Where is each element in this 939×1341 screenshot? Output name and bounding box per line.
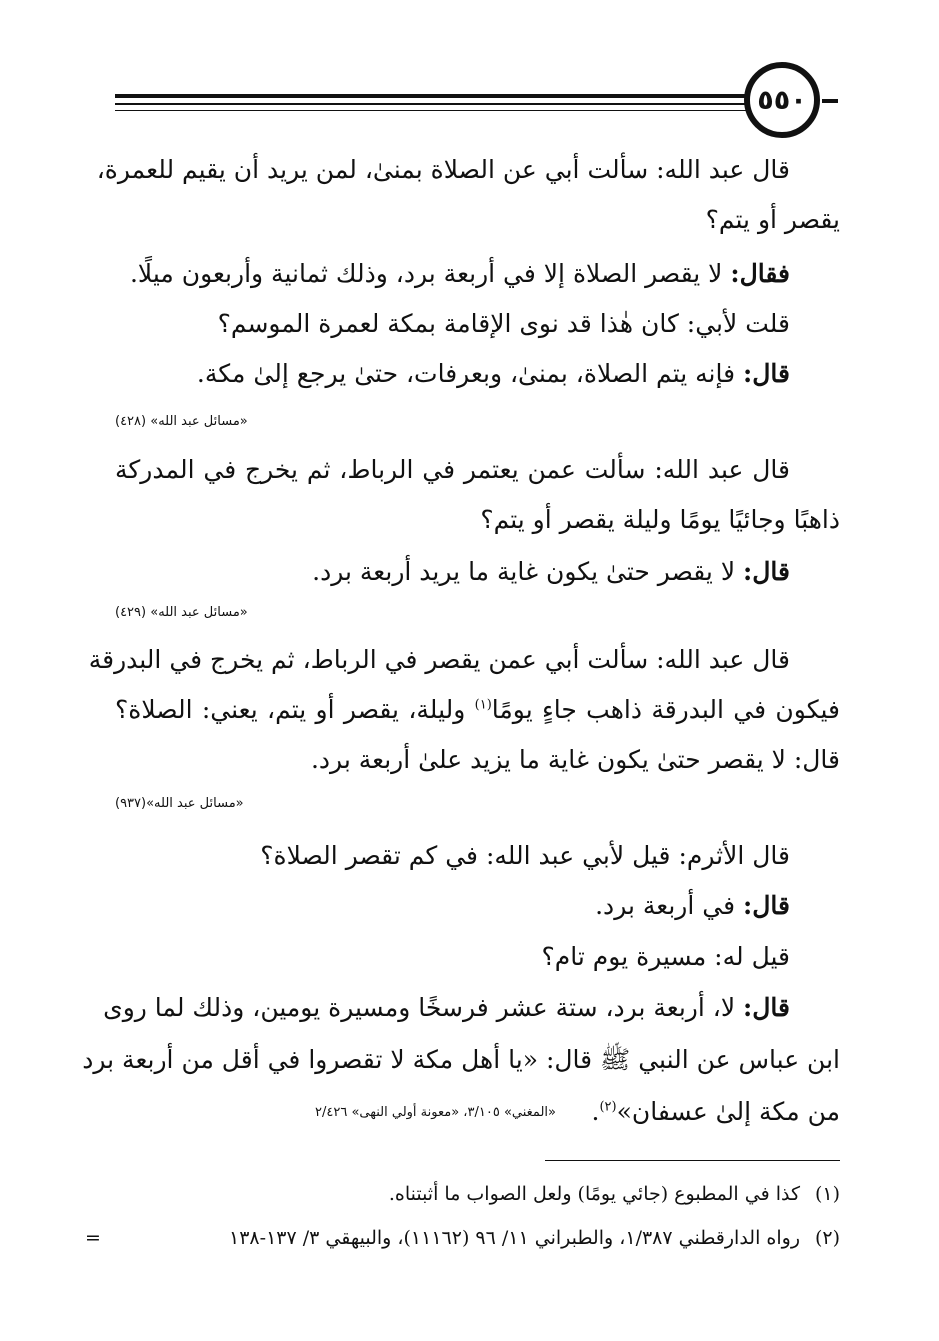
- page-number: ٥٥٠: [744, 62, 820, 138]
- source-citation: «مسائل عبد الله»(٩٣٧): [115, 796, 244, 811]
- body-line: ابن عباس عن النبي ﷺ قال: «يا أهل مكة لا تقصروا في أقل من أربعة برد: [82, 1045, 840, 1074]
- question-line: ذاهبًا وجائيًا يومًا وليلة يقصر أو يتم؟: [480, 505, 840, 534]
- question-line: قال الأثرم: قيل لأبي عبد الله: في كم تقصر الصلاة؟: [260, 841, 790, 870]
- header-rule: [115, 94, 755, 98]
- answer-label: قال:: [743, 359, 790, 388]
- answer-text: لا يقصر حتىٰ يكون غاية ما يريد أربعة برد.: [312, 557, 736, 586]
- answer-label: قال:: [743, 891, 790, 920]
- source-citation: «مسائل عبد الله» (٤٢٩): [115, 605, 248, 620]
- answer-line: [115, 254, 790, 294]
- question-line: قال عبد الله: سألت أبي عمن يقصر في الرباط، ثم يخرج في البدرقة: [88, 645, 790, 674]
- source-citation: «مسائل عبد الله» (٤٢٨): [115, 414, 248, 429]
- footnote-number: (١): [814, 1183, 840, 1205]
- answer-text: لا، أربعة برد، ستة عشر فرسخًا ومسيرة يومين، وذلك لما روى: [103, 993, 736, 1022]
- answer-line: [115, 354, 790, 394]
- question-line: يقصر أو يتم؟: [705, 205, 840, 234]
- answer-line: [115, 886, 790, 926]
- answer-line: [115, 552, 790, 592]
- source-citation: «المغني» ٣/١٠٥، «معونة أولي النهى» ٢/٤٢٦: [315, 1105, 556, 1120]
- answer-label: فقال:: [730, 259, 790, 288]
- answer-line: [103, 988, 790, 1028]
- answer-label: قال:: [743, 557, 790, 586]
- body-line: من مكة إلىٰ عسفان»$^{(٢)}$.: [591, 1097, 840, 1126]
- question-line: فيكون في البدرقة ذاهب جاءٍ يومًا$^{(١)}$ وليلة، يقصر أو يتم، يعني: الصلاة؟: [115, 695, 841, 724]
- question-line: قلت لأبي: كان هٰذا قد نوى الإقامة بمكة لعمرة الموسم؟: [217, 309, 790, 338]
- footnote-continuation-mark: =: [85, 1227, 101, 1249]
- answer-line: قال: لا يقصر حتىٰ يكون غاية ما يزيد علىٰ أربعة برد.: [310, 745, 840, 774]
- answer-text: فإنه يتم الصلاة، بمنىٰ، وبعرفات، حتىٰ يرجع إلىٰ مكة.: [196, 359, 736, 388]
- question-line: قال عبد الله: سألت أبي عن الصلاة بمنىٰ، لمن يريد أن يقيم للعمرة،: [96, 155, 790, 184]
- header-rule: [115, 110, 755, 111]
- question-line: قيل له: مسيرة يوم تام؟: [541, 942, 790, 971]
- answer-text: لا يقصر الصلاة إلا في أربعة برد، وذلك ثمانية وأربعون ميلًا.: [129, 259, 723, 288]
- footnote-text: كذا في المطبوع (جائي يومًا) ولعل الصواب ما أثبتناه.: [388, 1183, 800, 1205]
- footnote: [85, 1222, 840, 1254]
- footnote-ref: (١): [474, 697, 492, 713]
- answer-text: في أربعة برد.: [595, 891, 736, 920]
- header-rule: [115, 103, 755, 105]
- footnote-separator: [545, 1160, 840, 1161]
- footnote-text: رواه الدارقطني ١/٣٨٧، والطبراني ١١/ ٩٦ (١١١٦٢)، والبيهقي ٣/ ١٣٧-١٣٨: [229, 1227, 800, 1249]
- footnote: [85, 1178, 840, 1210]
- question-line: قال عبد الله: سألت عمن يعتمر في الرباط، ثم يخرج في المدركة: [115, 455, 790, 484]
- footnote-number: (٢): [814, 1227, 840, 1249]
- footnote-ref: (٢): [599, 1099, 617, 1115]
- answer-label: قال:: [743, 993, 790, 1022]
